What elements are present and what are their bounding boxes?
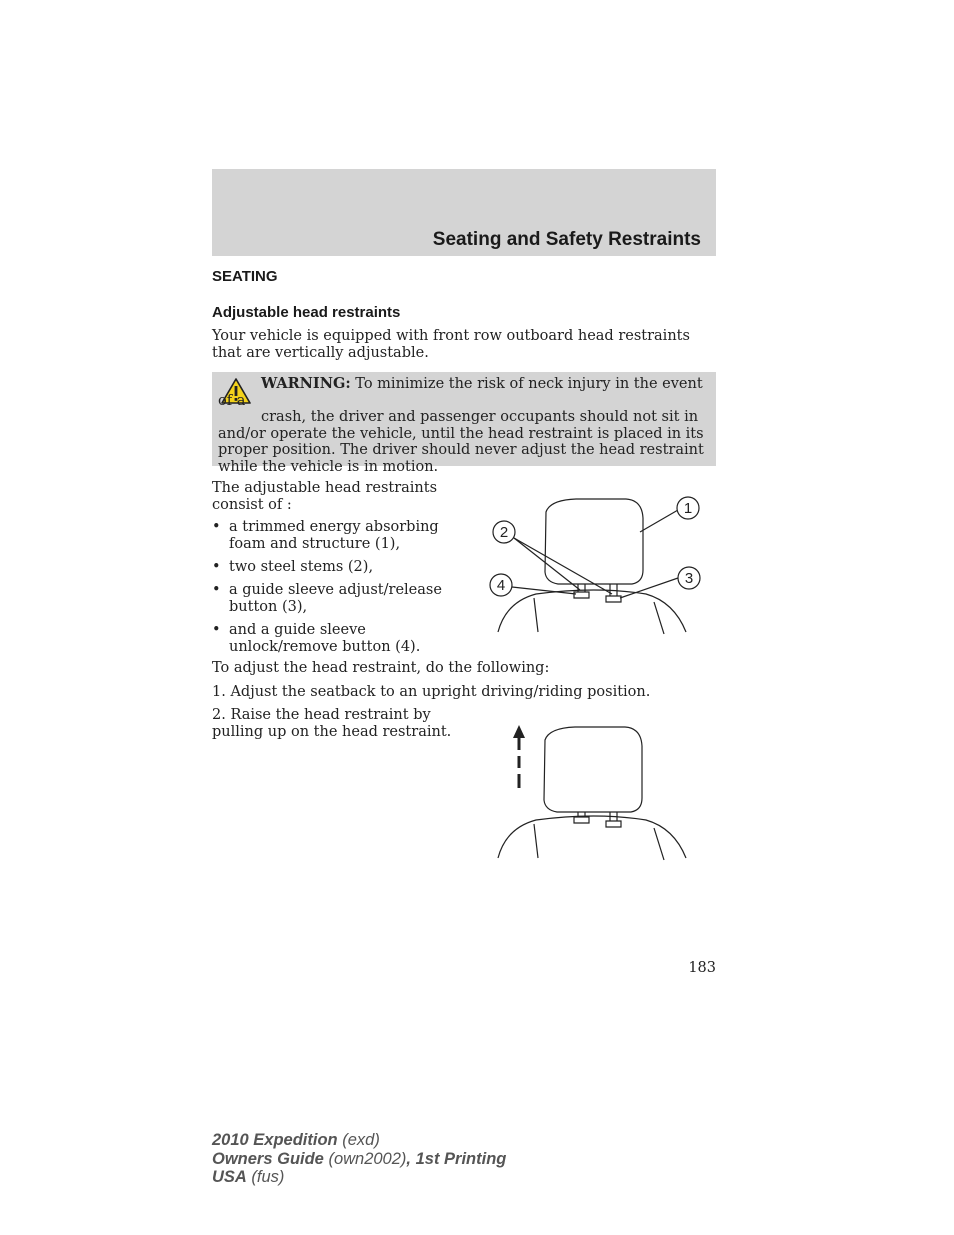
warning-line-4: proper position. The driver should never adjust the head restraint [218, 442, 704, 458]
bullet-icon: • [212, 519, 221, 535]
list-item [212, 559, 472, 576]
footer-guide-code: (own2002) [323, 1149, 407, 1168]
raise-head-restraint-figure [490, 718, 710, 863]
list-item [212, 519, 472, 553]
subsection-title: Adjustable head restraints [212, 304, 401, 321]
footer-model: 2010 Expedition [212, 1131, 338, 1149]
footer-printing: , 1st Printing [406, 1149, 507, 1168]
component-text: a guide sleeve adjust/release button (3), [229, 582, 442, 615]
component-text: and a guide sleeve unlock/remove button (4). [229, 622, 421, 655]
footer-model-code: (exd) [337, 1131, 380, 1149]
chapter-title: Seating and Safety Restraints [432, 229, 701, 250]
warning-line-2: crash, the driver and passenger occupants should not sit in [261, 409, 699, 425]
step-1: 1. Adjust the seatback to an upright driving/riding position. [212, 684, 651, 700]
component-text: a trimmed energy absorbing foam and structure (1), [229, 519, 439, 552]
warning-label: WARNING: [261, 375, 351, 392]
footer-market-code: (fus) [246, 1168, 285, 1186]
bullet-icon: • [212, 582, 221, 598]
bullet-icon: • [212, 559, 221, 575]
warning-line-3: and/or operate the vehicle, until the head restraint is placed in its [218, 425, 704, 442]
callout-1: 1 [683, 500, 693, 517]
page-number: 183 [688, 960, 716, 976]
components-intro: The adjustable head restraints consist of : [212, 480, 438, 513]
warning-box [212, 372, 716, 475]
list-item [212, 622, 472, 656]
document-footer [212, 1131, 506, 1187]
step-2: 2. Raise the head restraint by pulling up on the head restraint. [212, 707, 452, 740]
callout-4: 4 [496, 577, 506, 594]
bullet-icon: • [212, 622, 221, 638]
warning-line-5: while the vehicle is in motion. [218, 458, 439, 475]
footer-market: USA [212, 1168, 247, 1186]
warning-text [218, 376, 708, 475]
list-item [212, 582, 472, 616]
intro-paragraph: Your vehicle is equipped with front row outboard head restraints that are vertically adjustable. [212, 328, 690, 361]
components-list [212, 519, 472, 662]
section-title: SEATING [212, 268, 278, 285]
footer-guide: Owners Guide [212, 1149, 324, 1168]
adjust-instructions-intro: To adjust the head restraint, do the following: [212, 660, 550, 676]
callout-2: 2 [499, 524, 509, 541]
warning-line-1: To minimize the risk of neck injury in the event of a [218, 376, 703, 409]
arrow-up-icon [513, 725, 525, 788]
callout-3: 3 [684, 570, 694, 587]
chapter-header-band [212, 169, 716, 256]
component-text: two steel stems (2), [229, 559, 374, 575]
head-restraint-components-figure [486, 490, 706, 638]
